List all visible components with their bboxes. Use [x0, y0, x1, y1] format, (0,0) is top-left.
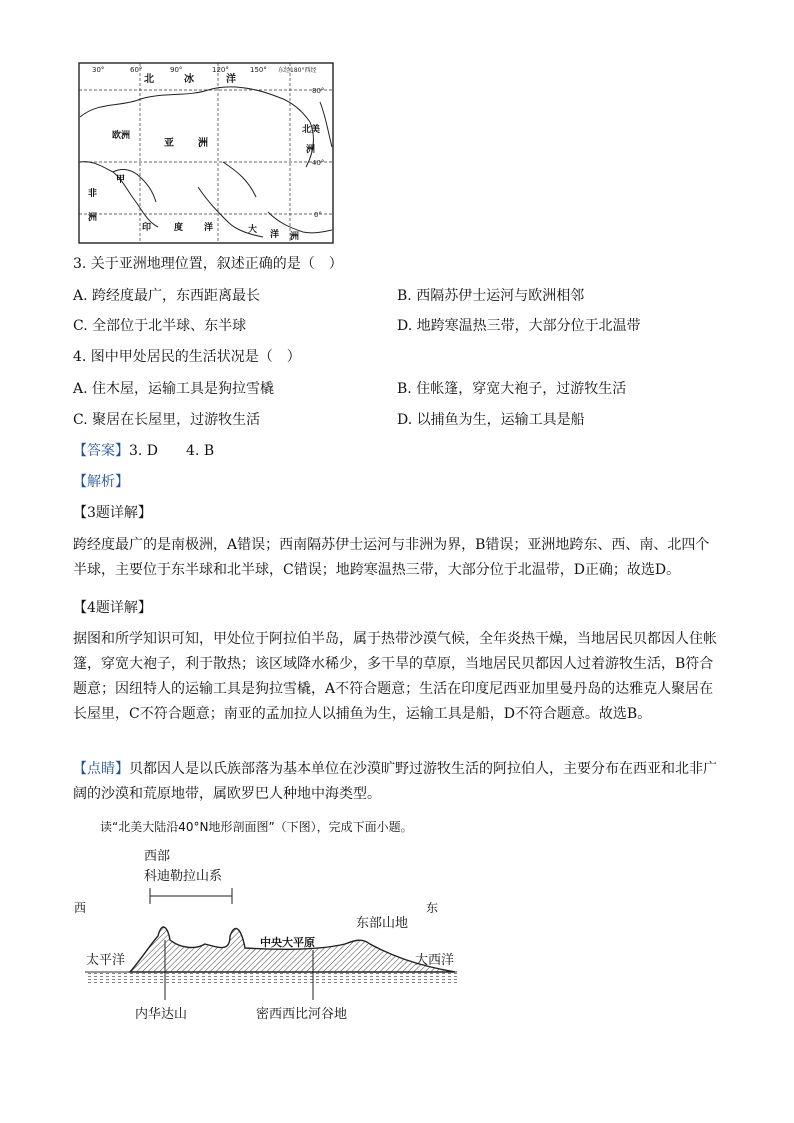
east-label: 东 — [426, 901, 439, 915]
europe-label: 欧洲 — [112, 131, 131, 141]
lat-0-label: 0° — [314, 211, 322, 219]
jia-label: 甲 — [116, 175, 126, 185]
oceania-label-2: 洋 — [270, 230, 280, 240]
pacific-label: 太平洋 — [86, 953, 126, 968]
namerica-label-1: 北美 — [302, 125, 321, 135]
lon-30-label: 30° — [92, 66, 105, 74]
profile-intro: 读“北美大陆沿40°N地形剖面图”（下图），完成下面小题。 — [100, 820, 413, 834]
answer-tag: 【答案】 — [73, 443, 129, 459]
asia-label-2: 洲 — [198, 138, 208, 149]
detail4-tag: 【4题详解】 — [73, 600, 152, 616]
west-label: 西 — [74, 901, 87, 915]
lat-40-label: 40° — [312, 159, 325, 167]
terrain-profile — [130, 927, 455, 972]
arctic-label-3: 洋 — [226, 74, 236, 85]
oceania-label-1: 大 — [248, 225, 258, 235]
analysis-tag: 【解析】 — [73, 474, 129, 490]
plain-label: 中央大平原 — [260, 936, 315, 949]
indian-label-2: 度 — [174, 223, 184, 233]
na-profile-diagram — [70, 840, 470, 1030]
tip-tag: 【点睛】 — [73, 761, 129, 777]
detail3-text: 跨经度最广的是南极洲，A错误；西南隔苏伊士运河与非洲为界，B错误；亚洲地跨东、西、南、北四个半球，主要位于东半球和北半球，C错误；地跨寒温热三带，大部分位于北温带，D正确；故选D。 — [73, 537, 710, 578]
lon-150-label: 150° — [250, 66, 267, 74]
atlantic-label: 大西洋 — [415, 953, 455, 968]
tip-paragraph — [73, 757, 723, 807]
indian-label-3: 洋 — [204, 223, 214, 233]
q4-stem: 4. 图中甲处居民的生活状况是（ ） — [73, 349, 301, 365]
arctic-label-1: 北 — [144, 74, 154, 85]
lon-120-label: 120° — [212, 66, 229, 74]
namerica-label-2: 洲 — [306, 145, 316, 155]
answer-text: 3. D 4. B — [129, 443, 215, 459]
q3-stem: 3. 关于亚洲地理位置，叙述正确的是（ ） — [73, 256, 343, 272]
detail4-text: 据图和所学知识可知，甲处位于阿拉伯半岛，属于热带沙漠气候，全年炎热干燥，当地居民贝都因人住帐篷，穿宽大袍子，利于散热；该区域降水稀少，多干旱的草原，当地居民贝都因人过着游牧生活，B符合题意；因纽特人的运输工具是狗拉雪橇，A不符合题意；生活在印度尼西亚加里曼丹岛的达雅克人聚居在长屋里，C不符合题意；南亚的孟加拉人以捕鱼为生，运输工具是船，D不符合题意。故选B。 — [73, 631, 717, 722]
q3-option-c[interactable]: C. 全部位于北半球、东半球 — [73, 318, 247, 334]
asia-label-1: 亚 — [164, 138, 174, 149]
lon-60-label: 60° — [130, 66, 143, 74]
q4-option-d[interactable]: D. 以捕鱼为生，运输工具是船 — [397, 412, 585, 428]
nevada-label: 内华达山 — [135, 1007, 188, 1022]
q3-option-d[interactable]: D. 地跨寒温热三带，大部分位于北温带 — [397, 318, 641, 334]
tip-text: 贝都因人是以氏族部落为基本单位在沙漠旷野过游牧生活的阿拉伯人，主要分布在西亚和北非广阔的沙漠和荒原地带，属欧罗巴人种地中海类型。 — [73, 761, 717, 802]
q4-option-b[interactable]: B. 住帐篷，穿宽大袍子，过游牧生活 — [397, 381, 627, 397]
east-mountain-label: 东部山地 — [356, 916, 409, 931]
answer-line — [73, 441, 214, 461]
west-range-label-2: 科迪勒拉山系 — [144, 869, 223, 884]
west-range-label-1: 西部 — [144, 849, 171, 864]
detail3-tag: 【3题详解】 — [73, 505, 152, 521]
arctic-label-2: 冰 — [184, 74, 194, 85]
indian-label-1: 印 — [142, 223, 152, 233]
africa-label-1: 非 — [88, 189, 98, 199]
africa-label-2: 洲 — [88, 213, 98, 223]
mississippi-label: 密西西比河谷地 — [256, 1007, 348, 1022]
asia-map — [78, 62, 334, 244]
lon-180-label: 东经180°西经 — [278, 67, 317, 74]
q3-option-a[interactable]: A. 跨经度最广，东西距离最长 — [73, 288, 261, 304]
oceania-label-3: 洲 — [290, 232, 300, 242]
q3-option-b[interactable]: B. 西隔苏伊士运河与欧洲相邻 — [397, 288, 585, 304]
q4-option-a[interactable]: A. 住木屋，运输工具是狗拉雪橇 — [73, 381, 275, 397]
q4-option-c[interactable]: C. 聚居在长屋里，过游牧生活 — [73, 412, 261, 428]
lon-90-label: 90° — [170, 66, 183, 74]
lat-80-label: 80° — [312, 87, 325, 95]
